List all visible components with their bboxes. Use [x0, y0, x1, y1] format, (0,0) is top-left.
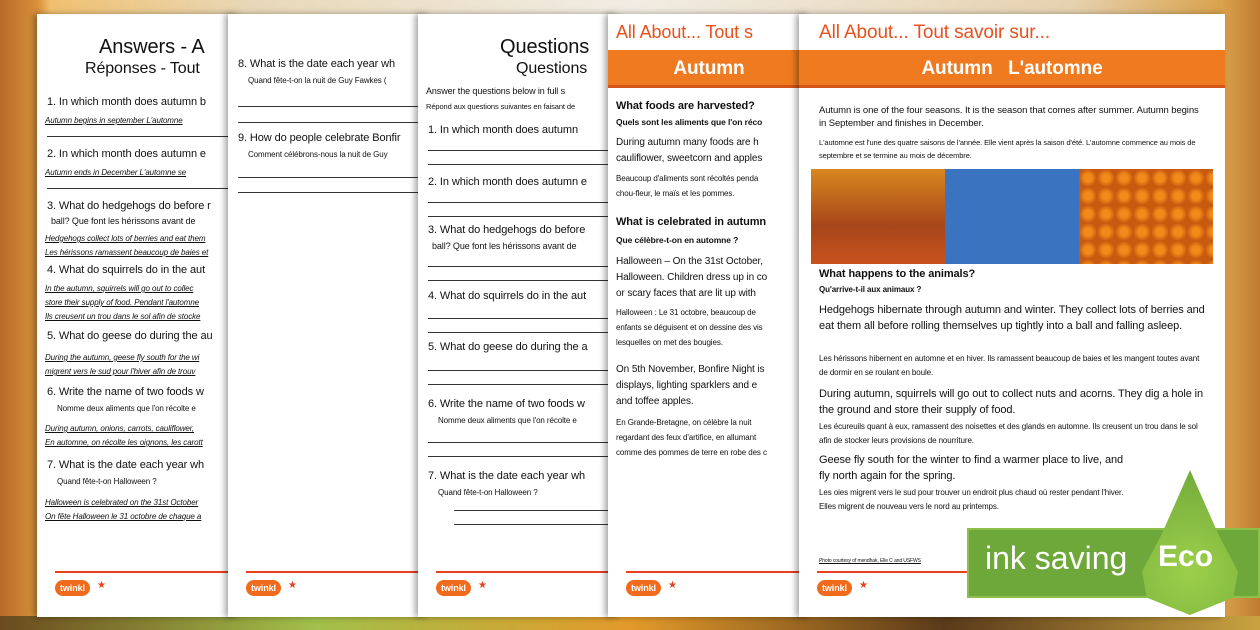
paragraph-fr: regardant des feux d'artifice, en allumant	[616, 433, 757, 442]
question: 8. What is the date each year wh	[238, 58, 395, 70]
geese-photo	[945, 169, 1079, 264]
info-page-animals	[799, 14, 1225, 617]
answer-line	[238, 122, 430, 123]
answer-line	[454, 510, 620, 511]
paragraph-fr: chou-fleur, le maïs et les pommes.	[616, 189, 735, 198]
section-heading: What foods are harvested?	[616, 100, 755, 112]
answer-line	[238, 106, 430, 107]
question: 5. What do geese do during the a	[428, 341, 588, 353]
forest-photo	[811, 169, 945, 264]
question: 4. What do squirrels do in the aut	[47, 264, 206, 276]
paragraph: On 5th November, Bonfire Night is	[616, 364, 765, 375]
star-icon: ★	[97, 580, 106, 591]
info-page-foods	[608, 14, 810, 617]
title-band: Autumn	[608, 50, 810, 88]
section-heading-fr: Qu'arrive-t-il aux animaux ?	[819, 285, 922, 294]
question: 3. What do hedgehogs do before r	[47, 200, 211, 212]
answer-line	[428, 164, 620, 165]
question: 7. What is the date each year wh	[428, 470, 585, 482]
question-fr: Quand fête-t-on Halloween ?	[438, 488, 538, 497]
answer: On fête Halloween le 31 octobre de chaque a	[45, 512, 202, 521]
footer-rule	[436, 571, 620, 573]
intro-paragraph: Autumn is one of the four seasons. It is the season that comes after summer. Autumn begins in September and finishes in December.	[819, 105, 1199, 129]
answer: Hedgehogs collect lots of berries and eat them	[45, 234, 206, 243]
page-subtitle: Questions	[516, 60, 588, 77]
paragraph: Halloween. Children dress up in co	[616, 272, 768, 283]
photo-credit: Photo courtesy of mendhak, Elle C and USFWS	[819, 558, 921, 564]
instructions-fr: Répond aux questions suivantes en faisant de	[426, 102, 576, 111]
answers-page	[37, 14, 240, 617]
answer-line	[428, 442, 620, 443]
title-band	[799, 50, 1225, 88]
paragraph: Hedgehogs hibernate through autumn and winter. They collect lots of berries and eat them all before rolling themselves up tightly into a ball and falling asleep.	[819, 304, 1205, 332]
answer: Les hérissons ramassent beaucoup de baies et	[45, 248, 209, 257]
answer-line	[428, 202, 620, 203]
star-icon: ★	[288, 580, 297, 591]
page-title: Answers - A	[99, 36, 205, 58]
questions-page-2	[228, 14, 430, 617]
pumpkins-photo	[1079, 169, 1213, 264]
question: 9. How do people celebrate Bonfir	[238, 132, 401, 144]
footer-rule	[626, 571, 810, 573]
paragraph-fr: Halloween : Le 31 octobre, beaucoup de	[616, 308, 756, 317]
paragraph-fr: Les hérissons hibernent en automne et en hiver. Ils ramassent beaucoup de baies et les mangent toutes avant de dormir en se roulant en boule.	[819, 354, 1200, 377]
paragraph: During autumn many foods are h	[616, 137, 759, 148]
paragraph-fr: Les oies migrent vers le sud pour trouver un endroit plus chaud où rester pendant l'hiver. Elles migrent de nouveau vers le nord au printemps.	[819, 488, 1124, 511]
question: 6. Write the name of two foods w	[47, 386, 204, 398]
answer-line	[428, 216, 620, 217]
paragraph: cauliflower, sweetcorn and apples	[616, 153, 763, 164]
answer-line	[238, 192, 430, 193]
twinkl-logo: twinkl	[626, 580, 661, 596]
footer-rule	[246, 571, 430, 573]
paragraph-fr: Les écureuils quant à eux, ramassent des noisettes et des glands en automne. Ils creusent un trou dans le sol afin de stocker leurs provisions de nourriture.	[819, 422, 1198, 445]
question-fr: Nomme deux aliments que l'on récolte e	[57, 404, 196, 413]
answer: Autumn ends in December L'automne se	[45, 168, 187, 177]
instructions: Answer the questions below in full s	[426, 86, 565, 96]
page-title: Questions	[500, 36, 590, 58]
answer: migrent vers le sud pour l'hiver afin de trouv	[45, 367, 196, 376]
paragraph-fr: enfants se déguisent et on dessine des vis	[616, 323, 763, 332]
answer-line	[238, 177, 430, 178]
question: 5. What do geese do during the au	[47, 330, 213, 342]
paragraph: During autumn, squirrels will go out to collect nuts and acorns. They dig a hole in the ground and store their supply of food.	[819, 388, 1204, 416]
answer-line	[428, 266, 620, 267]
question-fr: Quand fête-t-on Halloween ?	[57, 477, 157, 486]
band-title-fr: L'automne	[1008, 58, 1103, 79]
question: 6. Write the name of two foods w	[428, 398, 585, 410]
answer-line	[428, 456, 620, 457]
footer-rule	[55, 571, 240, 573]
paragraph: and toffee apples.	[616, 396, 694, 407]
answer-line	[428, 280, 620, 281]
paragraph: displays, lighting sparklers and e	[616, 380, 758, 391]
question-fr: Comment célébrons-nous la nuit de Guy	[248, 150, 388, 159]
answer-line	[428, 332, 620, 333]
paragraph-fr: comme des pommes de terre en robe des c	[616, 448, 767, 457]
all-about-heading: All About... Tout savoir sur...	[819, 22, 1051, 43]
questions-page	[418, 14, 620, 617]
answer: During autumn, onions, carrots, cauliflower,	[45, 424, 195, 433]
answer-line	[428, 318, 620, 319]
answer: store their supply of food. Pendant l'automne	[45, 298, 200, 307]
paragraph-fr: En Grande-Bretagne, on célèbre la nuit	[616, 418, 752, 427]
paragraph: or scary faces that are lit up with	[616, 288, 756, 299]
ink-saving-label: ink saving	[985, 540, 1128, 576]
twinkl-logo: twinkl	[436, 580, 471, 596]
page-subtitle: Réponses - Tout	[85, 60, 200, 77]
twinkl-logo: twinkl	[246, 580, 281, 596]
answer-line	[428, 384, 620, 385]
divider	[47, 136, 240, 137]
question: 2. In which month does autumn e	[428, 176, 587, 188]
section-heading: What is celebrated in autumn	[616, 216, 767, 228]
answer: En automne, on récolte les oignons, les carott	[45, 438, 203, 447]
all-about-heading: All About... Tout s	[616, 22, 753, 42]
star-icon: ★	[668, 580, 677, 591]
answer-line	[428, 150, 620, 151]
background-strip	[0, 616, 1260, 630]
photo-strip	[811, 169, 1213, 264]
answer: Ils creusent un trou dans le sol afin de stocke	[45, 312, 201, 321]
question: 1. In which month does autumn b	[47, 96, 206, 108]
answer-line	[428, 370, 620, 371]
question: 2. In which month does autumn e	[47, 148, 206, 160]
section-heading-fr: Quels sont les aliments que l'on réco	[616, 117, 763, 127]
question: 7. What is the date each year wh	[47, 459, 204, 471]
paragraph: Geese fly south for the winter to find a warmer place to live, and fly north again for the spring.	[819, 454, 1124, 482]
band-title-en: Autumn	[921, 58, 993, 79]
answer: Halloween is celebrated on the 31st October	[45, 498, 199, 507]
paragraph-fr: Beaucoup d'aliments sont récoltés penda	[616, 174, 759, 183]
star-icon: ★	[859, 580, 868, 591]
question: 1. In which month does autumn	[428, 124, 578, 136]
question-fr: Quand fête-t-on la nuit de Guy Fawkes (	[248, 76, 387, 85]
section-heading-fr: Que célèbre-t-on en automne ?	[616, 235, 739, 245]
answer: Autumn begins in september L'automne	[45, 116, 183, 125]
intro-paragraph-fr: L'automne est l'une des quatre saisons de l'année. Elle vient après la saison d'été. L'automne commence au mois de septembre et se termine au mois de décembre.	[819, 138, 1196, 160]
question: ball? Que font les hérissons avant de	[432, 241, 577, 251]
eco-label: Eco	[1158, 540, 1214, 573]
answer: In the autumn, squirrels will go out to collec	[45, 284, 194, 293]
paragraph-fr: lesquelles on met des bougies.	[616, 338, 723, 347]
question: 4. What do squirrels do in the aut	[428, 290, 587, 302]
question: 3. What do hedgehogs do before	[428, 224, 586, 236]
divider	[47, 188, 240, 189]
section-heading: What happens to the animals?	[819, 268, 976, 280]
paragraph: Halloween – On the 31st October,	[616, 256, 763, 267]
question-fr: Nomme deux aliments que l'on récolte e	[438, 416, 577, 425]
answer: During the autumn, geese fly south for the wi	[45, 353, 200, 362]
question: ball? Que font les hérissons avant de	[51, 216, 196, 226]
answer-line	[454, 524, 620, 525]
star-icon: ★	[478, 580, 487, 591]
twinkl-logo: twinkl	[55, 580, 90, 596]
twinkl-logo: twinkl	[817, 580, 852, 596]
